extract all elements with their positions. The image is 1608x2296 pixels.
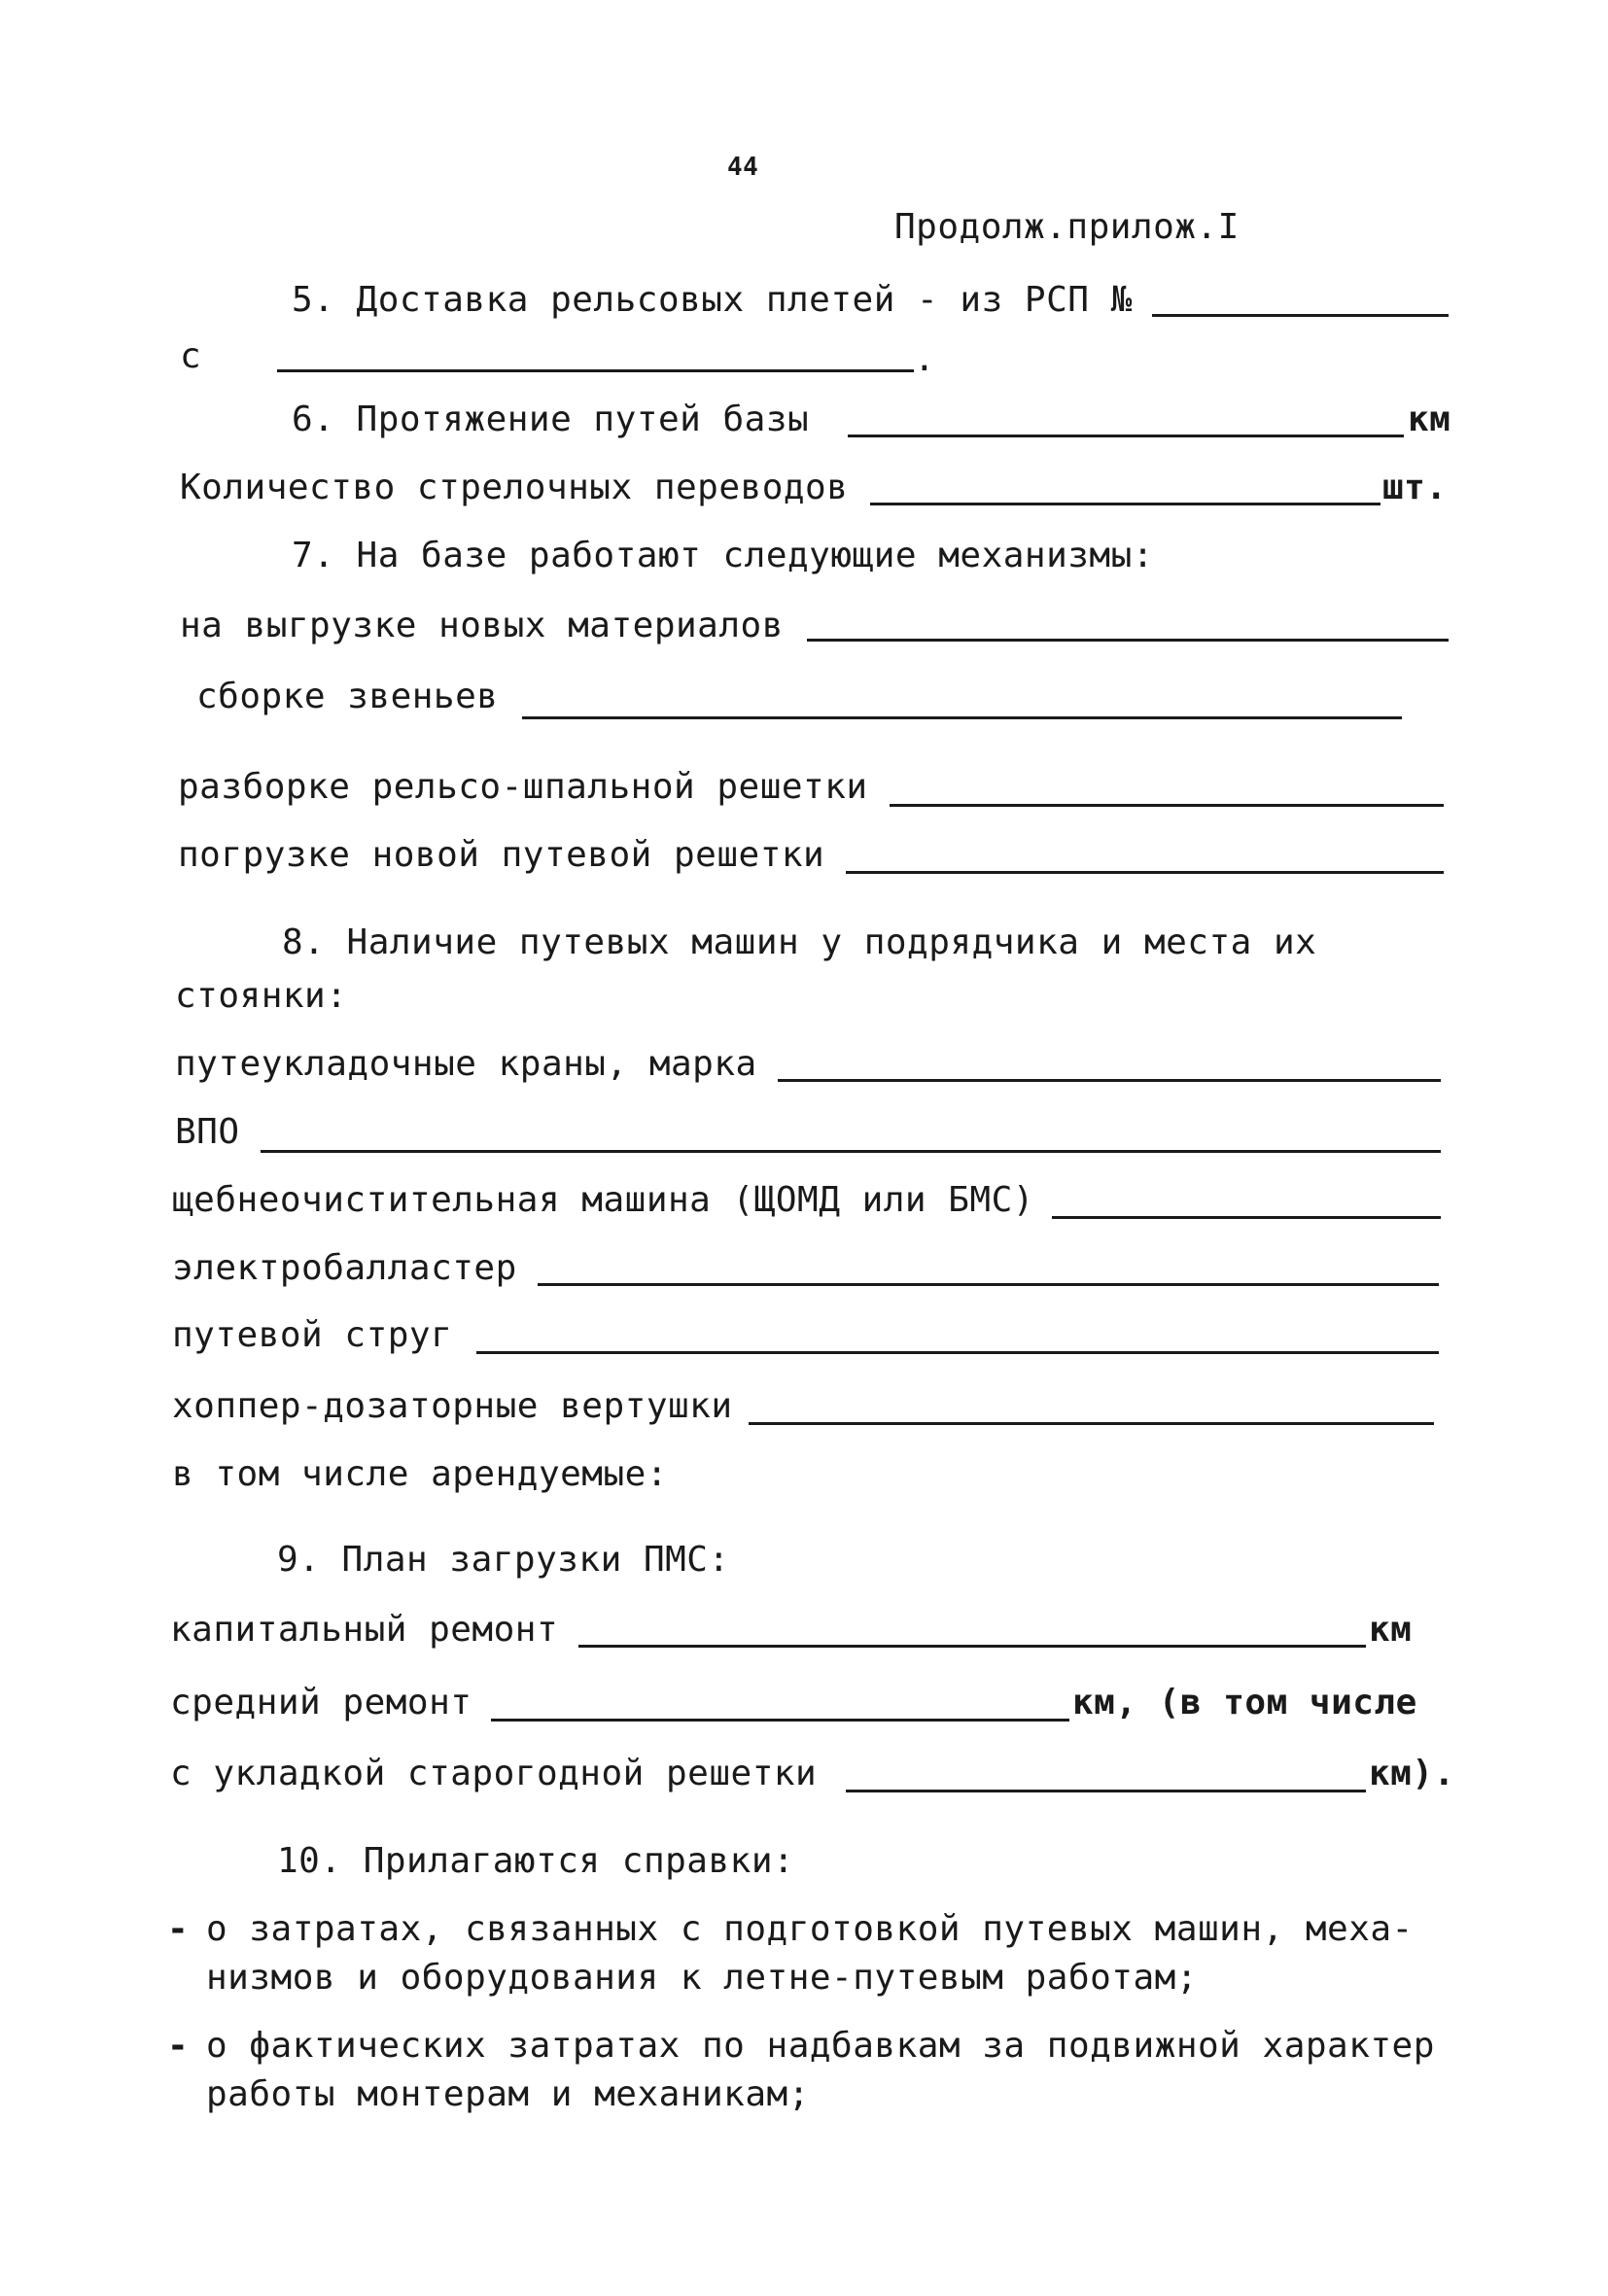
item8-vpo-field[interactable]: [261, 1150, 1441, 1153]
item9-old-label: с укладкой старогодной решетки: [170, 1754, 818, 1793]
item10-bullet1-line2: низмов и оборудования к летне-путевым работам;: [206, 1958, 1198, 1998]
item8-row-ballast-cleaner: щебнеочистительная машина (ЩОМД или БМС): [172, 1180, 1034, 1220]
item9-medium-field[interactable]: [491, 1719, 1069, 1722]
item7-row-loading: погрузке новой путевой решетки: [178, 835, 825, 875]
item8-heading-line2: стоянки:: [175, 976, 348, 1016]
item6-length-unit: км: [1408, 400, 1451, 439]
page-number: 44: [727, 153, 759, 182]
item6-switches-field[interactable]: [870, 503, 1381, 505]
item8-ballast-cleaner-field[interactable]: [1052, 1216, 1441, 1219]
item8-plough-field[interactable]: [476, 1351, 1439, 1354]
item10-bullet2-line2: работы монтерам и механикам;: [206, 2074, 810, 2114]
item8-hopper-field[interactable]: [749, 1422, 1434, 1425]
item7-row-disassembly: разборке рельсо-шпальной решетки: [178, 767, 868, 807]
item10-bullet1-line1: о затратах, связанных с подготовкой путевых машин, меха-: [206, 1909, 1414, 1949]
item9-capital-unit: км: [1369, 1610, 1413, 1650]
item6-length-label: 6. Протяжение путей базы: [292, 400, 810, 439]
item10-bullet2-line1: о фактических затратах по надбавкам за подвижной характер: [206, 2026, 1435, 2066]
item10-heading: 10. Прилагаются справки:: [277, 1841, 795, 1881]
item6-switches-unit: шт.: [1382, 468, 1448, 507]
item7-assembly-field[interactable]: [522, 716, 1402, 719]
item5-rsp-field[interactable]: [1152, 314, 1449, 317]
item6-length-field[interactable]: [848, 435, 1404, 437]
item8-cranes-field[interactable]: [778, 1079, 1441, 1082]
item9-heading: 9. План загрузки ПМС:: [277, 1540, 730, 1580]
item9-old-unit: км).: [1369, 1754, 1455, 1793]
item9-medium-unit: км, (в том числе: [1072, 1683, 1417, 1722]
item7-heading: 7. На базе работают следующие механизмы:: [292, 536, 1154, 575]
item7-row-unloading: на выгрузке новых материалов: [180, 606, 784, 645]
item7-unloading-field[interactable]: [807, 639, 1449, 642]
item5-period: .: [914, 339, 936, 379]
item9-capital-label: капитальный ремонт: [170, 1610, 559, 1650]
item9-medium-label: средний ремонт: [170, 1683, 472, 1722]
item8-ballaster-field[interactable]: [538, 1283, 1439, 1286]
item8-row-cranes: путеукладочные краны, марка: [175, 1044, 757, 1084]
item8-rented: в том числе арендуемые:: [172, 1454, 668, 1494]
item7-loading-field[interactable]: [846, 871, 1444, 874]
item5-label: 5. Доставка рельсовых плетей - из РСП №: [292, 280, 1133, 320]
item7-disassembly-field[interactable]: [890, 804, 1444, 807]
item5-second-prefix: с: [180, 336, 202, 376]
item8-row-ballaster: электробалластер: [172, 1248, 517, 1288]
item8-row-hopper: хоппер-дозаторные вертушки: [172, 1386, 733, 1426]
item5-station-field[interactable]: [277, 369, 914, 372]
item9-capital-field[interactable]: [578, 1645, 1366, 1648]
item8-heading-line1: 8. Наличие путевых машин у подрядчика и места их: [282, 922, 1317, 962]
item8-row-vpo: ВПО: [175, 1112, 240, 1152]
item6-switches-label: Количество стрелочных переводов: [180, 468, 849, 507]
item7-row-assembly: сборке звеньев: [196, 677, 499, 716]
item10-bullet2-dash: -: [167, 2026, 190, 2066]
item9-old-field[interactable]: [846, 1790, 1366, 1792]
item8-row-plough: путевой струг: [172, 1315, 453, 1355]
appendix-header: Продолж.прилож.I: [894, 207, 1240, 247]
item10-bullet1-dash: -: [167, 1909, 190, 1949]
